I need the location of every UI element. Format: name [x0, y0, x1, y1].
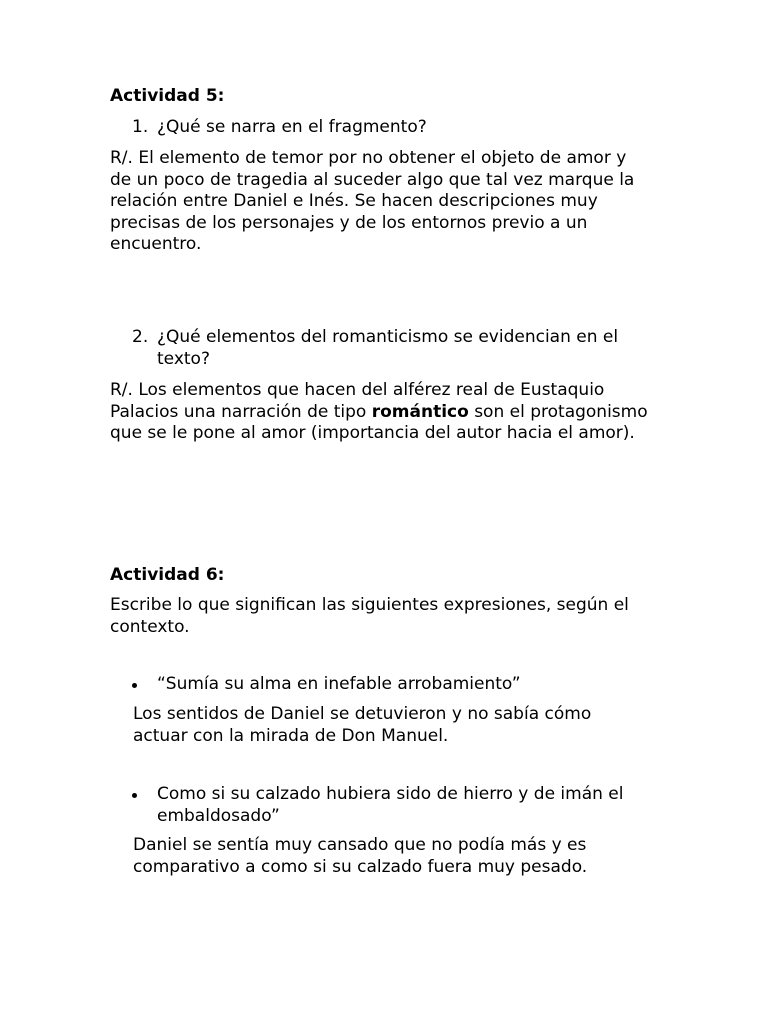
heading-actividad-6: Actividad 6:: [110, 565, 225, 585]
answer-2-part-1: R/. Los elementos que hacen del alférez real de Eustaquio Palacios una narración de tipo: [110, 380, 605, 422]
question-1: [132, 117, 672, 139]
question-2-text: ¿Qué elementos del romanticismo se evidencian en el texto?: [157, 327, 619, 369]
answer-2-part-2: son el protagonismo que se le pone al amor (importancia del autor hacia el amor).: [110, 401, 648, 443]
expression-item-1: [132, 674, 672, 696]
expression-2-text: Como si su calzado hubiera sido de hierro y de imán el embaldosado”: [157, 784, 624, 826]
answer-1: R/. El elemento de temor por no obtener el objeto de amor y de un poco de tragedia al suceder algo que tal vez marque la relación entre Daniel e Inés. Se hacen descripciones muy precisas de los personajes y de los entornos previo a un encuentro.: [110, 148, 635, 254]
question-2-number: 2.: [132, 327, 149, 347]
answer-2-bold: romántico: [371, 401, 469, 422]
bullet-icon: [132, 683, 137, 688]
instructions: Escribe lo que significan las siguientes expresiones, según el contexto.: [110, 595, 629, 637]
question-2: [132, 327, 672, 370]
question-1-text: ¿Qué se narra en el fragmento?: [157, 117, 427, 137]
heading-actividad-5: Actividad 5:: [110, 86, 225, 106]
question-1-number: 1.: [132, 117, 149, 137]
bullet-icon: [132, 793, 137, 798]
expression-1-text: “Sumía su alma en inefable arrobamiento”: [157, 674, 521, 694]
expression-item-2: [132, 784, 672, 827]
meaning-1: Los sentidos de Daniel se detuvieron y no sabía cómo actuar con la mirada de Don Manuel.: [133, 704, 592, 746]
meaning-2: Daniel se sentía muy cansado que no podía más y es comparativo a como si su calzado fuera muy pesado.: [133, 835, 588, 877]
answer-2: [110, 380, 665, 445]
